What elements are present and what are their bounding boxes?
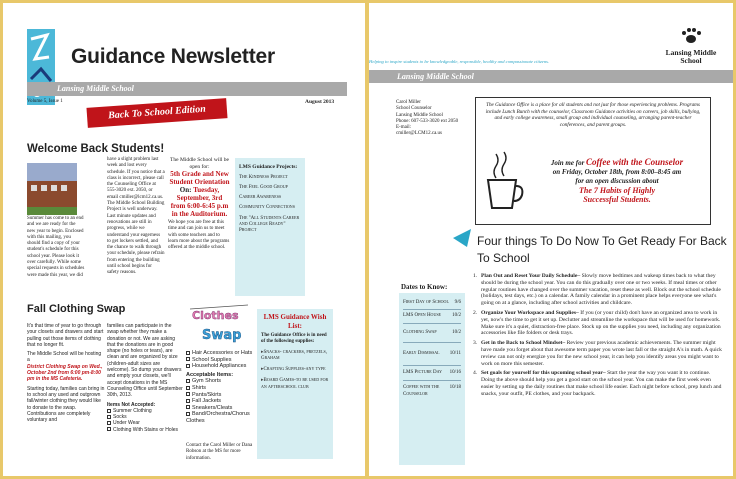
checkbox-icon <box>186 379 190 383</box>
project-item: Community Connections <box>239 205 295 211</box>
school-building-photo <box>27 163 77 215</box>
swap-col1a: It's that time of year to go through your closets and drawers and start pulling out those items of clothing that no longer fit. <box>27 323 104 348</box>
svg-text:Swap: Swap <box>202 328 242 343</box>
building-image-icon <box>27 163 77 215</box>
paw-print-icon <box>679 27 703 45</box>
checkbox-icon <box>107 409 111 413</box>
wish-item: ▸ Crafting Supplies-any type <box>261 367 329 373</box>
school-bar-right <box>369 70 733 83</box>
date-row: Coffee with the Counselor 10/18 <box>403 385 461 397</box>
wish-sub: The Guidance Office is in need of the following supplies: <box>261 333 327 345</box>
project-item: The "All Students Career and College Ready" Project <box>239 215 300 234</box>
tip-item: 3. Get in the Back to School Mindset– Review your previous academic achievements. The summer might have made you forget about that awesome term paper you wrote last fall or the straight A's in math. A quick review can not only energize you for the new school year, it can help you identify areas you might want to work on more this semester. <box>473 340 722 367</box>
swap-col2-text: families can participate in the swap whether they make a donation or not. We are asking that the donations are in good shape (no holes or tears), are clean and are organized by size (children-adult sizes are welcome). So dump your drawers and empty your closets, we'll accept donations in the MS Counseling Office until September 30th, 2013. <box>107 323 183 399</box>
projects-title: LMS Guidance Projects: <box>239 164 298 170</box>
checkbox-icon <box>186 351 190 355</box>
dates-panel <box>399 293 465 465</box>
edition-banner: Back To School Edition <box>86 98 227 128</box>
swap-col1c: Starting today, families can bring in to school any used and outgrown fall/winter clothing they would like to donate to the swap. Contributions are completely voluntary and <box>27 385 105 424</box>
swap-col2 <box>107 323 183 433</box>
open-red-title: 5th Grade and New Student Orientation <box>169 170 230 187</box>
checkbox-icon <box>186 399 190 403</box>
date-row: Clothing Swap 10/2 <box>403 324 461 343</box>
open-date: Tuesday, September, 3rd <box>176 186 223 203</box>
clothes-swap-logo <box>186 301 252 345</box>
acc-a-item: Hair Accessories or Hats <box>186 350 256 357</box>
not-item: Under Wear <box>107 420 183 426</box>
checkbox-icon <box>186 405 190 409</box>
contact-line: Lansing Middle School <box>396 112 443 118</box>
projects-panel <box>235 158 305 296</box>
checkbox-icon <box>186 357 190 361</box>
project-item: The Feel Good Group <box>239 184 288 190</box>
acceptable-title: Acceptable Items: <box>186 371 234 378</box>
coffee-cup-icon <box>482 150 526 210</box>
wish-list-panel <box>257 309 333 459</box>
open-on: On: <box>179 186 192 195</box>
coffee-when: on Friday, October 18th, from 8:00–8:45 am <box>552 168 682 176</box>
tip-item: 2. Organize Your Workspace and Supplies– If you (or your child) don't have an organized area to work in yet, now's the time to get it set up. Declutter and streamline the workspace that will be used for homework. Make sure it's a quiet, distraction-free place. Stock up on the supplies you need, including any organization accessories like file folders or desk trays. <box>473 309 721 337</box>
acceptable-block <box>186 350 256 425</box>
checkbox-icon <box>107 415 111 419</box>
open-time: from 6:00-6:45 p.m <box>170 202 229 211</box>
swap-heading: Fall Clothing Swap <box>27 303 126 315</box>
acc-item: Gym Shorts <box>186 378 256 385</box>
coffee-join: Join me for <box>550 159 585 167</box>
tips-list <box>473 273 723 398</box>
date-row: First Day of School 9/6 <box>403 297 461 310</box>
welcome-heading: Welcome Back Students! <box>27 143 165 155</box>
coffee-for: for an open discussion about <box>575 177 659 185</box>
not-item: Socks <box>107 414 183 420</box>
not-accepted-title: Items Not Accepted: <box>107 401 156 408</box>
open-body: We hope you are free at this time and can join us to meet with some teachers and to learn more about the programs offered at the middle school. <box>168 220 230 251</box>
newsletter-title: Guidance Newsletter <box>71 45 275 68</box>
logo-school-name: Lansing Middle School <box>665 48 717 65</box>
clothes-hanger-icon <box>186 301 252 345</box>
issue-date: August 2013 <box>305 99 335 105</box>
swap-col1b: The Middle School will be hosting a <box>27 351 102 364</box>
not-item: Summer Clothing <box>107 408 183 414</box>
contact-line: Phone: 607-533-3020 ext 2050 <box>396 118 459 124</box>
checkbox-icon <box>186 412 190 416</box>
checkbox-icon <box>107 421 111 425</box>
coffee-habits: The 7 Habits of Highly Successful Students. <box>579 186 655 204</box>
welcome-col2: have a slight problem last week and lost every schedule. If you notice that a class is incorrect, please call the Counseling Office at 555-3020 ext. 2050, or email cmiller@lcm12.ca.us. The Middle School Building Project is well underway. Last minute updates and renovations are still in progress, while we understand your eagerness to get lockers settled, and the chance to walk through your schedule, please refrain from entering the building until school begins for safety reasons. <box>107 157 165 276</box>
tagline: Helping to inspire students to be knowledgeable, responsible, healthy and compassionate citizens. <box>369 59 550 64</box>
counselor-contact <box>396 100 471 138</box>
not-item: Clothing With Stains or Holes <box>107 427 183 433</box>
acc-a-item: Household Appliances <box>186 363 256 370</box>
acc-item: Band/Orchestra/Chorus Clothes <box>186 411 250 424</box>
wish-title: LMS Guidance Wish List: <box>263 313 327 330</box>
left-page <box>3 3 365 476</box>
welcome-col1: Summer has come to an end and we are ready for the new year to begin. Enclosed with this mailing, you should find a copy of your student's schedule for this school year. Please look it over carefully. While some special requests in schedules were made this year, we did <box>27 216 85 278</box>
checkbox-icon <box>107 427 111 431</box>
office-text: The Guidance Office is a place for all students and not just for those experiencing problems. Programs include Lunch Bunch with the counselor, Classroom Guidance activities on careers, job skills, bullying, and early college awareness, small group and individual counseling, arranging parent-teacher conferences, and parent groups. <box>485 102 701 128</box>
wish-item: ▸ Snacks- crackers, pretzels, Graham <box>261 350 329 363</box>
volume-label: Volume 5, Issue 1 <box>27 99 63 104</box>
tip-item: 1. Plan Out and Reset Your Daily Schedule– Slowly move bedtimes and wakeup times back to what they should be during the school year. You can do this gradually over one or two weeks. If meal times or other regular routines have changed over the summer vacation, reset these as well. Block out the school schedule (holidays, test days, etc.) on a calendar. A family calendar in a prominent place helps everyone see what's going on at a glance, including after school activities and childcare. <box>473 273 721 307</box>
acc-item: Sneakers/Cleats <box>186 405 256 412</box>
contact-note: Contact the Carol Miller or Dana Robson at the MS for more information. <box>186 443 253 461</box>
school-name: Lansing Middle School <box>57 84 134 93</box>
date-row: LMS Picture Day 10/16 <box>403 366 461 381</box>
coffee-title: Coffee with the Counselor <box>586 157 684 167</box>
date-row: Early Dismissal 10/11 <box>403 343 461 366</box>
contact-email[interactable]: cmiller@LCM12.ca.us <box>396 131 442 137</box>
swap-event: District Clothing Swap on Wed., October 2nd from 6:00 pm-8:00 pm in the MS Cafeteria. <box>27 363 103 383</box>
four-things-title: Four things To Do Now To Get Ready For Back To School <box>477 234 727 265</box>
school-bar-label: Lansing Middle School <box>397 72 474 81</box>
date-row: LMS Open House 10/2 <box>403 310 461 323</box>
checkbox-icon <box>186 392 190 396</box>
acc-a-item: School Supplies <box>186 357 256 364</box>
arrow-icon <box>453 229 473 247</box>
contact-line: Carol Miller <box>396 100 421 105</box>
open-block <box>168 157 231 252</box>
wish-item: ▸ Board Games-to be used for an afterschool club <box>261 378 329 391</box>
coffee-cup <box>482 150 526 210</box>
swap-col1 <box>27 323 105 423</box>
contact-line: E-mail: <box>396 125 411 131</box>
dates-title: Dates to Know: <box>401 283 448 291</box>
acc-item: Shirts <box>186 385 256 392</box>
acc-item: Pants/Skirts <box>186 392 256 399</box>
paw-logo <box>679 27 703 45</box>
checkbox-icon <box>186 386 190 390</box>
tip-item: 4. Set goals for yourself for this upcoming school year– Start the year the way you want it to continue. Doing the above should help you get a good start on the school year. You can make the first week even easier by setting up the daily routines that make school life easier. Each night before school, prep lunch and snacks, your outfit, PE clothes, and your backpack. <box>473 370 722 397</box>
open-place: in the Auditorium. <box>171 210 228 219</box>
project-item: The Kindness Project <box>239 174 288 180</box>
svg-text:Clothes: Clothes <box>192 309 239 322</box>
acc-item: Fall Jackets <box>186 398 256 405</box>
coffee-block <box>528 158 706 204</box>
open-intro: The Middle School will be open for: <box>170 157 229 170</box>
project-item: Career Awareness <box>239 195 282 201</box>
checkbox-icon <box>186 364 190 368</box>
school-bar <box>27 82 347 96</box>
info-box <box>475 97 711 225</box>
contact-line: School Counselor <box>396 106 432 112</box>
right-page <box>369 3 733 476</box>
